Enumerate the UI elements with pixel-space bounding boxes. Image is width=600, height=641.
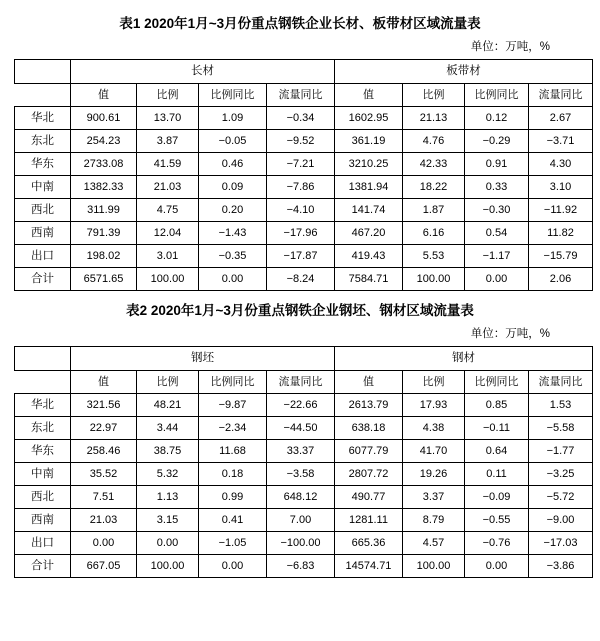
table2-cell-5-5: 8.79 bbox=[403, 509, 465, 532]
table2-cell-5-3: 7.00 bbox=[267, 509, 335, 532]
table1-cell-3-5: 18.22 bbox=[403, 176, 465, 199]
table2-col-header-7: 流量同比 bbox=[529, 371, 593, 394]
table2-cell-5-4: 1281.11 bbox=[335, 509, 403, 532]
table2-cell-3-5: 19.26 bbox=[403, 463, 465, 486]
table1-cell-5-0: 791.39 bbox=[71, 222, 137, 245]
table2-cell-5-6: −0.55 bbox=[465, 509, 529, 532]
table1-rowhead-blank bbox=[15, 84, 71, 107]
table2-cell-6-4: 665.36 bbox=[335, 532, 403, 555]
table1-cell-5-4: 467.20 bbox=[335, 222, 403, 245]
table2-title: 表2 2020年1月~3月份重点钢铁企业钢坯、钢材区域流量表 bbox=[126, 303, 474, 318]
table1-cell-7-2: 0.00 bbox=[199, 268, 267, 291]
table2-cell-7-4: 14574.71 bbox=[335, 555, 403, 578]
table2-cell-1-2: −2.34 bbox=[199, 417, 267, 440]
table1-unit-label: 单位：万吨，% bbox=[470, 41, 550, 53]
table2-cell-3-7: −3.25 bbox=[529, 463, 593, 486]
table2-cell-3-6: 0.11 bbox=[465, 463, 529, 486]
table1-cell-1-2: −0.05 bbox=[199, 130, 267, 153]
table1-cell-4-6: −0.30 bbox=[465, 199, 529, 222]
table2-cell-1-0: 22.97 bbox=[71, 417, 137, 440]
table1-cell-3-2: 0.09 bbox=[199, 176, 267, 199]
table1-cell-5-2: −1.43 bbox=[199, 222, 267, 245]
table2-row-5-region: 西南 bbox=[15, 509, 71, 532]
table-row bbox=[15, 130, 593, 153]
table1-group-header-row bbox=[15, 60, 593, 84]
table2-cell-4-6: −0.09 bbox=[465, 486, 529, 509]
table1-cell-0-0: 900.61 bbox=[71, 107, 137, 130]
table2-cell-4-7: −5.72 bbox=[529, 486, 593, 509]
table2-unit-label: 单位：万吨，% bbox=[470, 328, 550, 340]
table1-cell-5-5: 6.16 bbox=[403, 222, 465, 245]
table2-cell-2-0: 258.46 bbox=[71, 440, 137, 463]
table1-row-3-region: 中南 bbox=[15, 176, 71, 199]
table2-rowhead-blank bbox=[15, 371, 71, 394]
table2-col-header-3: 流量同比 bbox=[267, 371, 335, 394]
table1-cell-3-3: −7.86 bbox=[267, 176, 335, 199]
table1-cell-3-7: 3.10 bbox=[529, 176, 593, 199]
table1-cell-1-1: 3.87 bbox=[137, 130, 199, 153]
table2-cell-5-0: 21.03 bbox=[71, 509, 137, 532]
table1-cell-6-5: 5.53 bbox=[403, 245, 465, 268]
table-row bbox=[15, 417, 593, 440]
table1-cell-7-4: 7584.71 bbox=[335, 268, 403, 291]
table1-cell-1-3: −9.52 bbox=[267, 130, 335, 153]
table2-corner-blank bbox=[15, 347, 71, 371]
table-row bbox=[15, 153, 593, 176]
table1-cell-7-6: 0.00 bbox=[465, 268, 529, 291]
table-row bbox=[15, 394, 593, 417]
table2-cell-3-1: 5.32 bbox=[137, 463, 199, 486]
table1-cell-7-5: 100.00 bbox=[403, 268, 465, 291]
table1-cell-7-1: 100.00 bbox=[137, 268, 199, 291]
table1-group-header-0: 长材 bbox=[71, 60, 335, 84]
table2-cell-0-3: −22.66 bbox=[267, 394, 335, 417]
table-row bbox=[15, 107, 593, 130]
table2-cell-6-3: −100.00 bbox=[267, 532, 335, 555]
table1-cell-6-0: 198.02 bbox=[71, 245, 137, 268]
table1-cell-6-7: −15.79 bbox=[529, 245, 593, 268]
table2-cell-6-2: −1.05 bbox=[199, 532, 267, 555]
table1-cell-0-4: 1602.95 bbox=[335, 107, 403, 130]
table1-cell-2-6: 0.91 bbox=[465, 153, 529, 176]
table1-column-header-row bbox=[15, 84, 593, 107]
table1-cell-4-4: 141.74 bbox=[335, 199, 403, 222]
table2-cell-0-1: 48.21 bbox=[137, 394, 199, 417]
table1-cell-4-7: −11.92 bbox=[529, 199, 593, 222]
table2-cell-7-7: −3.86 bbox=[529, 555, 593, 578]
table2-group-header-row bbox=[15, 347, 593, 371]
table2-cell-2-2: 11.68 bbox=[199, 440, 267, 463]
table1-cell-2-5: 42.33 bbox=[403, 153, 465, 176]
table2-cell-7-5: 100.00 bbox=[403, 555, 465, 578]
table2-cell-0-7: 1.53 bbox=[529, 394, 593, 417]
table2-cell-1-5: 4.38 bbox=[403, 417, 465, 440]
table1-cell-6-3: −17.87 bbox=[267, 245, 335, 268]
table1-row-1-region: 东北 bbox=[15, 130, 71, 153]
table1-cell-5-7: 11.82 bbox=[529, 222, 593, 245]
table1-corner-blank bbox=[15, 60, 71, 84]
table-row bbox=[15, 440, 593, 463]
table1-cell-0-7: 2.67 bbox=[529, 107, 593, 130]
table2-cell-0-2: −9.87 bbox=[199, 394, 267, 417]
table2-row-6-region: 出口 bbox=[15, 532, 71, 555]
table2-row-0-region: 华北 bbox=[15, 394, 71, 417]
table2-cell-0-5: 17.93 bbox=[403, 394, 465, 417]
table2-cell-4-4: 490.77 bbox=[335, 486, 403, 509]
table2-row-4-region: 西北 bbox=[15, 486, 71, 509]
table-row bbox=[15, 555, 593, 578]
table2-cell-0-4: 2613.79 bbox=[335, 394, 403, 417]
table2-cell-7-1: 100.00 bbox=[137, 555, 199, 578]
table-row bbox=[15, 199, 593, 222]
table2-column-header-row bbox=[15, 371, 593, 394]
table1-cell-6-2: −0.35 bbox=[199, 245, 267, 268]
table1-cell-4-3: −4.10 bbox=[267, 199, 335, 222]
table2-cell-6-6: −0.76 bbox=[465, 532, 529, 555]
table1-cell-2-4: 3210.25 bbox=[335, 153, 403, 176]
table1-cell-7-0: 6571.65 bbox=[71, 268, 137, 291]
table2-cell-3-0: 35.52 bbox=[71, 463, 137, 486]
table2 bbox=[14, 346, 593, 578]
table1-cell-1-4: 361.19 bbox=[335, 130, 403, 153]
table2-cell-6-5: 4.57 bbox=[403, 532, 465, 555]
table2-cell-6-0: 0.00 bbox=[71, 532, 137, 555]
table1-row-5-region: 西南 bbox=[15, 222, 71, 245]
table1-cell-1-0: 254.23 bbox=[71, 130, 137, 153]
table2-row-2-region: 华东 bbox=[15, 440, 71, 463]
table2-cell-5-1: 3.15 bbox=[137, 509, 199, 532]
table2-col-header-1: 比例 bbox=[137, 371, 199, 394]
table1-row-7-region: 合计 bbox=[15, 268, 71, 291]
table2-cell-3-4: 2807.72 bbox=[335, 463, 403, 486]
table1-row-6-region: 出口 bbox=[15, 245, 71, 268]
table2-cell-7-3: −6.83 bbox=[267, 555, 335, 578]
table2-cell-7-2: 0.00 bbox=[199, 555, 267, 578]
table2-cell-1-7: −5.58 bbox=[529, 417, 593, 440]
table1-cell-4-5: 1.87 bbox=[403, 199, 465, 222]
table-row bbox=[15, 463, 593, 486]
table2-group-header-1: 钢材 bbox=[335, 347, 593, 371]
table1-cell-0-1: 13.70 bbox=[137, 107, 199, 130]
table1-cell-5-3: −17.96 bbox=[267, 222, 335, 245]
table2-cell-0-6: 0.85 bbox=[465, 394, 529, 417]
table2-col-header-2: 比例同比 bbox=[199, 371, 267, 394]
table2-cell-2-3: 33.37 bbox=[267, 440, 335, 463]
table2-cell-4-0: 7.51 bbox=[71, 486, 137, 509]
table2-cell-1-3: −44.50 bbox=[267, 417, 335, 440]
table1-cell-0-3: −0.34 bbox=[267, 107, 335, 130]
table1-group-header-1: 板带材 bbox=[335, 60, 593, 84]
table1-col-header-6: 比例同比 bbox=[465, 84, 529, 107]
table1-cell-2-1: 41.59 bbox=[137, 153, 199, 176]
table2-cell-4-1: 1.13 bbox=[137, 486, 199, 509]
table1-cell-3-1: 21.03 bbox=[137, 176, 199, 199]
table1-col-header-2: 比例同比 bbox=[199, 84, 267, 107]
table-row bbox=[15, 509, 593, 532]
table-row bbox=[15, 486, 593, 509]
table2-col-header-6: 比例同比 bbox=[465, 371, 529, 394]
table1-cell-2-7: 4.30 bbox=[529, 153, 593, 176]
table1-cell-1-5: 4.76 bbox=[403, 130, 465, 153]
table2-cell-3-3: −3.58 bbox=[267, 463, 335, 486]
table1-col-header-1: 比例 bbox=[137, 84, 199, 107]
table2-cell-6-1: 0.00 bbox=[137, 532, 199, 555]
table1-cell-4-0: 311.99 bbox=[71, 199, 137, 222]
table1-cell-1-7: −3.71 bbox=[529, 130, 593, 153]
table1-cell-5-6: 0.54 bbox=[465, 222, 529, 245]
table2-col-header-5: 比例 bbox=[403, 371, 465, 394]
table2-cell-2-5: 41.70 bbox=[403, 440, 465, 463]
table2-cell-1-1: 3.44 bbox=[137, 417, 199, 440]
table1-cell-7-3: −8.24 bbox=[267, 268, 335, 291]
table2-cell-2-4: 6077.79 bbox=[335, 440, 403, 463]
table2-cell-2-6: 0.64 bbox=[465, 440, 529, 463]
table1-cell-5-1: 12.04 bbox=[137, 222, 199, 245]
table2-group-header-0: 钢坯 bbox=[71, 347, 335, 371]
table1-cell-0-6: 0.12 bbox=[465, 107, 529, 130]
table1-col-header-4: 值 bbox=[335, 84, 403, 107]
table2-cell-2-7: −1.77 bbox=[529, 440, 593, 463]
table-row bbox=[15, 245, 593, 268]
table1-cell-3-4: 1381.94 bbox=[335, 176, 403, 199]
table-row bbox=[15, 222, 593, 245]
table2-col-header-4: 值 bbox=[335, 371, 403, 394]
table1-col-header-3: 流量同比 bbox=[267, 84, 335, 107]
table1-cell-0-5: 21.13 bbox=[403, 107, 465, 130]
table2-row-7-region: 合计 bbox=[15, 555, 71, 578]
table-row bbox=[15, 176, 593, 199]
table1-cell-4-2: 0.20 bbox=[199, 199, 267, 222]
table2-cell-4-2: 0.99 bbox=[199, 486, 267, 509]
table2-cell-1-4: 638.18 bbox=[335, 417, 403, 440]
table1-cell-4-1: 4.75 bbox=[137, 199, 199, 222]
table1-row-4-region: 西北 bbox=[15, 199, 71, 222]
table1-cell-2-2: 0.46 bbox=[199, 153, 267, 176]
table1-cell-7-7: 2.06 bbox=[529, 268, 593, 291]
table1-cell-1-6: −0.29 bbox=[465, 130, 529, 153]
table2-row-3-region: 中南 bbox=[15, 463, 71, 486]
table-row bbox=[15, 268, 593, 291]
table2-col-header-0: 值 bbox=[71, 371, 137, 394]
table1-cell-6-6: −1.17 bbox=[465, 245, 529, 268]
table1-cell-2-0: 2733.08 bbox=[71, 153, 137, 176]
table1-row-2-region: 华东 bbox=[15, 153, 71, 176]
table2-cell-7-6: 0.00 bbox=[465, 555, 529, 578]
table1-cell-6-4: 419.43 bbox=[335, 245, 403, 268]
table2-cell-4-5: 3.37 bbox=[403, 486, 465, 509]
table1-cell-3-6: 0.33 bbox=[465, 176, 529, 199]
table1 bbox=[14, 59, 593, 291]
table2-cell-0-0: 321.56 bbox=[71, 394, 137, 417]
table1-row-0-region: 华北 bbox=[15, 107, 71, 130]
table2-row-1-region: 东北 bbox=[15, 417, 71, 440]
table2-cell-5-2: 0.41 bbox=[199, 509, 267, 532]
table2-cell-7-0: 667.05 bbox=[71, 555, 137, 578]
table2-cell-4-3: 648.12 bbox=[267, 486, 335, 509]
table2-cell-3-2: 0.18 bbox=[199, 463, 267, 486]
table-row bbox=[15, 532, 593, 555]
table2-cell-6-7: −17.03 bbox=[529, 532, 593, 555]
table1-col-header-7: 流量同比 bbox=[529, 84, 593, 107]
table1-cell-6-1: 3.01 bbox=[137, 245, 199, 268]
table1-col-header-0: 值 bbox=[71, 84, 137, 107]
table2-cell-5-7: −9.00 bbox=[529, 509, 593, 532]
table1-col-header-5: 比例 bbox=[403, 84, 465, 107]
table1-title: 表1 2020年1月~3月份重点钢铁企业长材、板带材区域流量表 bbox=[119, 16, 481, 31]
table1-cell-3-0: 1382.33 bbox=[71, 176, 137, 199]
table1-cell-2-3: −7.21 bbox=[267, 153, 335, 176]
table2-cell-2-1: 38.75 bbox=[137, 440, 199, 463]
table1-cell-0-2: 1.09 bbox=[199, 107, 267, 130]
table2-cell-1-6: −0.11 bbox=[465, 417, 529, 440]
